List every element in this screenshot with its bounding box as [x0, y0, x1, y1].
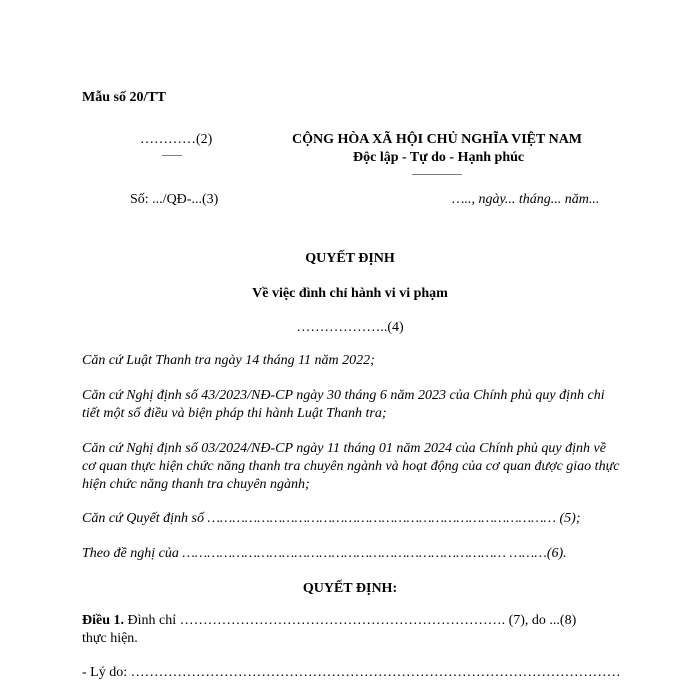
article-1-continuation: thực hiện.	[82, 631, 138, 646]
issue-date: ….., ngày... tháng... năm...	[452, 192, 600, 207]
proposal-basis: Theo đề nghị của …………………………………………………………………… ………(6).	[82, 546, 567, 561]
agency-placeholder: …………(2)	[140, 132, 213, 147]
motto-divider: —————	[412, 169, 462, 180]
motto: Độc lập - Tự do - Hạnh phúc	[353, 150, 525, 165]
reason-line: - Lý do: ……………………………………………………………………………………………	[82, 665, 621, 680]
decision-heading: QUYẾT ĐỊNH:	[302, 581, 398, 596]
legal-basis-3: Căn cứ Nghị định số 03/2024/NĐ-CP ngày 11 tháng 01 năm 2024 của Chính phủ quy định về cơ quan thực hiện chức năng thanh tra chuyên ngành và hoạt động của cơ quan được giao thực hiện chức năng thanh tra chuyên ngành;	[82, 441, 620, 492]
legal-basis-4: Căn cứ Quyết định số ………………………………………………………………………… (5);	[82, 511, 581, 526]
article-1-text: Đình chỉ ……………………………………………………………. (7), do ...(8)	[124, 613, 577, 628]
article-1	[82, 612, 576, 630]
issuing-authority: ………………..(4)	[296, 320, 404, 335]
document-number: Số: .../QĐ-...(3)	[130, 192, 219, 207]
form-number: Mẫu số 20/TT	[82, 90, 167, 105]
document-title: QUYẾT ĐỊNH	[305, 251, 395, 266]
article-1-label: Điều 1.	[82, 613, 124, 628]
agency-divider: ——	[162, 150, 182, 161]
document-subject: Về việc đình chỉ hành vi vi phạm	[252, 286, 448, 301]
legal-basis-2: Căn cứ Nghị định số 43/2023/NĐ-CP ngày 30 tháng 6 năm 2023 của Chính phủ quy định chi tiết một số điều và biện pháp thi hành Luật Thanh tra;	[82, 388, 605, 421]
nation-title: CỘNG HÒA XÃ HỘI CHỦ NGHĨA VIỆT NAM	[292, 132, 583, 147]
legal-basis-1: Căn cứ Luật Thanh tra ngày 14 tháng 11 năm 2022;	[82, 353, 375, 368]
